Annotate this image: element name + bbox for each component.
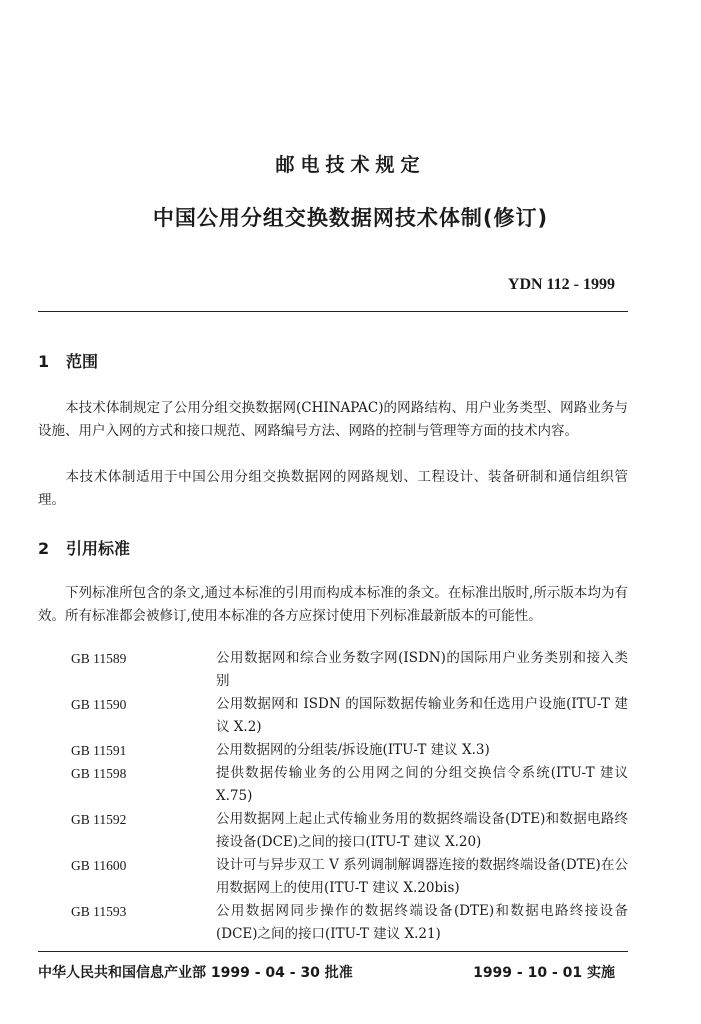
ref-code: GB 11589 <box>71 651 127 666</box>
ref-code: GB 11600 <box>71 858 127 873</box>
document-category: 邮电技术规定 <box>275 154 426 176</box>
ref-code: GB 11592 <box>71 812 127 827</box>
header-divider <box>38 311 628 312</box>
ref-code: GB 11591 <box>71 743 127 758</box>
section-1-title: 范围 <box>66 352 99 371</box>
effective-date: 1999 - 10 - 01 实施 <box>473 965 615 981</box>
ref-text: 公用数据网的分组装/拆设施(ITU-T 建议 X.3) <box>216 742 490 758</box>
document-title: 中国公用分组交换数据网技术体制(修订) <box>152 206 549 230</box>
section-2-number: 2 <box>38 539 50 558</box>
ref-text: 公用数据网和 ISDN 的国际数据传输业务和任选用户设施(ITU-T 建议 X.2) <box>216 696 628 735</box>
ref-text: 提供数据传输业务的公用网之间的分组交换信令系统(ITU-T 建议 X.75) <box>216 765 628 804</box>
standard-number: YDN 112 - 1999 <box>507 276 615 293</box>
section-2-title: 引用标准 <box>66 539 131 558</box>
section-1-paragraph-1: 本技术体制规定了公用分组交换数据网(CHINAPAC)的网路结构、用户业务类型、网路业务与设施、用户入网的方式和接口规范、网路编号方法、网路的控制与管理等方面的技术内容。 <box>38 400 628 439</box>
ref-text: 公用数据网上起止式传输业务用的数据终端设备(DTE)和数据电路终接设备(DCE)之间的接口(ITU-T 建议 X.20) <box>216 811 628 850</box>
approval-date: 中华人民共和国信息产业部 1999 - 04 - 30 批准 <box>38 965 353 981</box>
section-1-heading <box>38 349 98 372</box>
footer-divider <box>38 951 628 952</box>
ref-code: GB 11598 <box>71 766 127 781</box>
section-1-number: 1 <box>38 352 50 371</box>
section-1-paragraph-2: 本技术体制适用于中国公用分组交换数据网的网路规划、工程设计、装备研制和通信组织管理。 <box>38 469 628 508</box>
ref-code: GB 11590 <box>71 697 127 712</box>
section-2-intro: 下列标准所包含的条文,通过本标准的引用而构成本标准的条文。在标准出版时,所示版本均为有效。所有标准都会被修订,使用本标准的各方应探讨使用下列标准最新版本的可能性。 <box>38 585 628 624</box>
ref-code: GB 11593 <box>71 904 127 919</box>
section-2-heading <box>38 536 130 559</box>
ref-text: 设计可与异步双工 V 系列调制解调器连接的数据终端设备(DTE)在公用数据网上的使用(ITU-T 建议 X.20bis) <box>216 857 628 896</box>
ref-text: 公用数据网同步操作的数据终端设备(DTE)和数据电路终接设备(DCE)之间的接口(ITU-T 建议 X.21) <box>216 903 628 942</box>
ref-text: 公用数据网和综合业务数字网(ISDN)的国际用户业务类别和接入类别 <box>216 650 628 689</box>
